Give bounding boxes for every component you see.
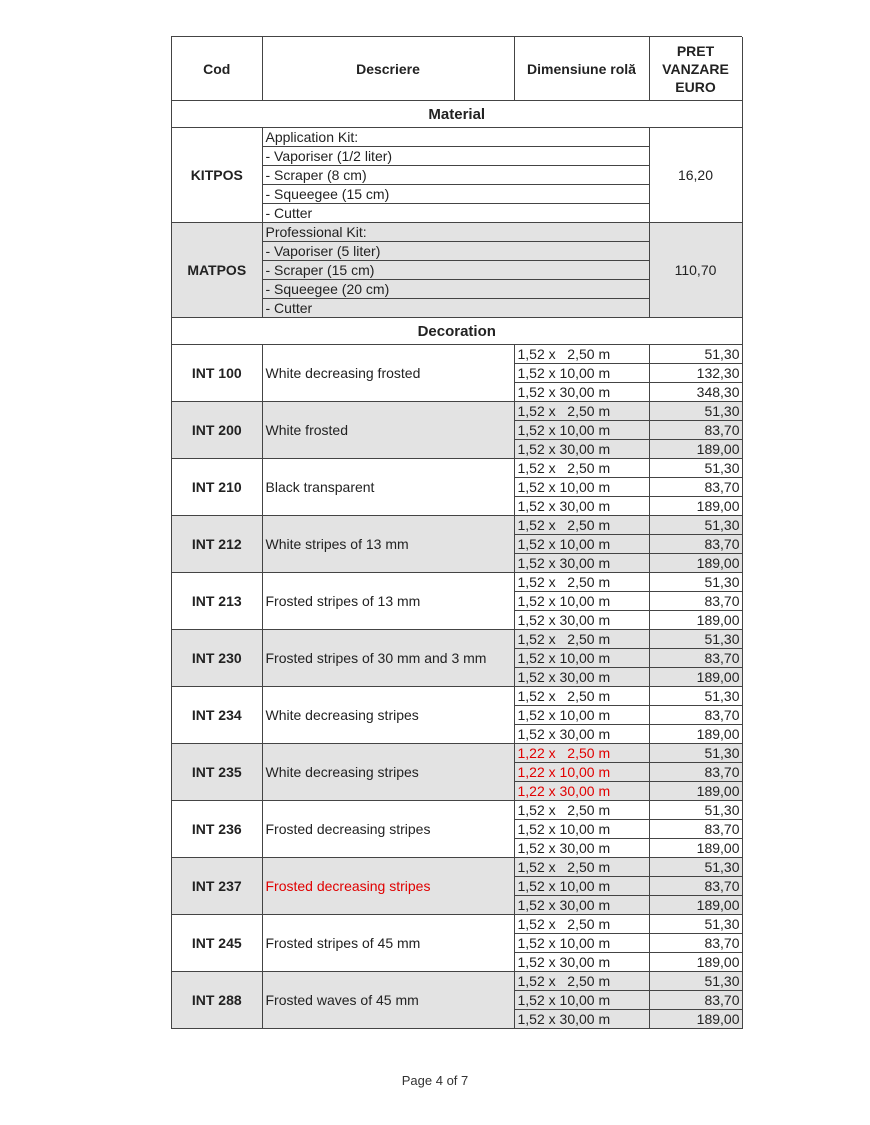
roll-dimension: 1,52 x 2,50 m bbox=[514, 345, 649, 364]
kit-item: - Cutter bbox=[262, 204, 649, 223]
product-row bbox=[172, 573, 742, 592]
roll-dimension: 1,52 x 2,50 m bbox=[514, 402, 649, 421]
roll-dimension: 1,52 x 10,00 m bbox=[514, 649, 649, 668]
product-description: Black transparent bbox=[262, 459, 514, 516]
section-row-material bbox=[172, 101, 742, 128]
product-row bbox=[172, 345, 742, 364]
roll-price: 51,30 bbox=[649, 630, 742, 649]
product-row bbox=[172, 744, 742, 763]
roll-price: 189,00 bbox=[649, 668, 742, 687]
roll-price: 51,30 bbox=[649, 972, 742, 991]
roll-dimension: 1,52 x 2,50 m bbox=[514, 972, 649, 991]
product-description: Frosted decreasing stripes bbox=[262, 858, 514, 915]
product-description: Frosted waves of 45 mm bbox=[262, 972, 514, 1029]
header-dimension: Dimensiune rolă bbox=[514, 37, 649, 101]
roll-price: 51,30 bbox=[649, 858, 742, 877]
kit-item: Professional Kit: bbox=[262, 223, 649, 242]
header-price bbox=[649, 37, 742, 101]
product-row bbox=[172, 915, 742, 934]
product-description: Frosted stripes of 45 mm bbox=[262, 915, 514, 972]
roll-price: 189,00 bbox=[649, 782, 742, 801]
product-code: INT 200 bbox=[172, 402, 262, 459]
kit-item: - Scraper (15 cm) bbox=[262, 261, 649, 280]
header-description: Descriere bbox=[262, 37, 514, 101]
kit-price: 110,70 bbox=[649, 223, 742, 318]
roll-dimension: 1,52 x 10,00 m bbox=[514, 820, 649, 839]
roll-price: 83,70 bbox=[649, 820, 742, 839]
product-description: Frosted stripes of 30 mm and 3 mm bbox=[262, 630, 514, 687]
roll-dimension: 1,52 x 10,00 m bbox=[514, 934, 649, 953]
kit-item: - Vaporiser (5 liter) bbox=[262, 242, 649, 261]
roll-price: 83,70 bbox=[649, 478, 742, 497]
roll-price: 189,00 bbox=[649, 611, 742, 630]
table-header-row bbox=[172, 37, 742, 101]
roll-dimension: 1,52 x 10,00 m bbox=[514, 364, 649, 383]
roll-dimension: 1,52 x 30,00 m bbox=[514, 839, 649, 858]
kit-item: - Squeegee (20 cm) bbox=[262, 280, 649, 299]
product-description: White decreasing stripes bbox=[262, 687, 514, 744]
roll-dimension: 1,52 x 10,00 m bbox=[514, 421, 649, 440]
roll-price: 83,70 bbox=[649, 763, 742, 782]
kit-row bbox=[172, 223, 742, 242]
roll-dimension: 1,22 x 10,00 m bbox=[514, 763, 649, 782]
roll-dimension: 1,52 x 2,50 m bbox=[514, 915, 649, 934]
product-row bbox=[172, 402, 742, 421]
roll-price: 189,00 bbox=[649, 1010, 742, 1029]
roll-price: 51,30 bbox=[649, 345, 742, 364]
kit-code: MATPOS bbox=[172, 223, 262, 318]
header-price-line1: PRET bbox=[676, 42, 715, 59]
roll-dimension: 1,22 x 30,00 m bbox=[514, 782, 649, 801]
roll-price: 51,30 bbox=[649, 402, 742, 421]
roll-price: 83,70 bbox=[649, 535, 742, 554]
roll-price: 83,70 bbox=[649, 934, 742, 953]
roll-price: 348,30 bbox=[649, 383, 742, 402]
kit-item: - Scraper (8 cm) bbox=[262, 166, 649, 185]
product-row bbox=[172, 972, 742, 991]
roll-price: 51,30 bbox=[649, 459, 742, 478]
roll-price: 51,30 bbox=[649, 801, 742, 820]
roll-dimension: 1,52 x 30,00 m bbox=[514, 383, 649, 402]
product-description: White stripes of 13 mm bbox=[262, 516, 514, 573]
roll-dimension: 1,52 x 30,00 m bbox=[514, 896, 649, 915]
product-code: INT 237 bbox=[172, 858, 262, 915]
header-price-line3: EURO bbox=[675, 78, 716, 95]
roll-dimension: 1,52 x 10,00 m bbox=[514, 991, 649, 1010]
roll-dimension: 1,52 x 30,00 m bbox=[514, 497, 649, 516]
roll-dimension: 1,52 x 2,50 m bbox=[514, 630, 649, 649]
roll-price: 189,00 bbox=[649, 896, 742, 915]
product-code: INT 230 bbox=[172, 630, 262, 687]
roll-dimension: 1,22 x 2,50 m bbox=[514, 744, 649, 763]
kit-code: KITPOS bbox=[172, 128, 262, 223]
roll-dimension: 1,52 x 30,00 m bbox=[514, 953, 649, 972]
product-row bbox=[172, 459, 742, 478]
roll-dimension: 1,52 x 30,00 m bbox=[514, 611, 649, 630]
roll-dimension: 1,52 x 10,00 m bbox=[514, 478, 649, 497]
section-row-decoration bbox=[172, 318, 742, 345]
roll-price: 83,70 bbox=[649, 421, 742, 440]
roll-price: 83,70 bbox=[649, 991, 742, 1010]
header-price-line2: VANZARE bbox=[662, 60, 729, 77]
roll-price: 83,70 bbox=[649, 706, 742, 725]
product-description: White decreasing frosted bbox=[262, 345, 514, 402]
product-code: INT 212 bbox=[172, 516, 262, 573]
roll-dimension: 1,52 x 30,00 m bbox=[514, 440, 649, 459]
roll-dimension: 1,52 x 2,50 m bbox=[514, 687, 649, 706]
roll-price: 189,00 bbox=[649, 725, 742, 744]
header-code: Cod bbox=[172, 37, 262, 101]
product-code: INT 234 bbox=[172, 687, 262, 744]
roll-dimension: 1,52 x 30,00 m bbox=[514, 554, 649, 573]
section-title-material: Material bbox=[172, 101, 742, 128]
roll-price: 51,30 bbox=[649, 516, 742, 535]
roll-price: 83,70 bbox=[649, 592, 742, 611]
product-code: INT 288 bbox=[172, 972, 262, 1029]
product-code: INT 245 bbox=[172, 915, 262, 972]
kit-price: 16,20 bbox=[649, 128, 742, 223]
product-row bbox=[172, 516, 742, 535]
roll-dimension: 1,52 x 2,50 m bbox=[514, 858, 649, 877]
roll-dimension: 1,52 x 2,50 m bbox=[514, 516, 649, 535]
roll-dimension: 1,52 x 30,00 m bbox=[514, 725, 649, 744]
roll-price: 189,00 bbox=[649, 953, 742, 972]
section-title-decoration: Decoration bbox=[172, 318, 742, 345]
product-description: White frosted bbox=[262, 402, 514, 459]
product-row bbox=[172, 858, 742, 877]
roll-dimension: 1,52 x 30,00 m bbox=[514, 668, 649, 687]
product-description: Frosted decreasing stripes bbox=[262, 801, 514, 858]
roll-price: 51,30 bbox=[649, 744, 742, 763]
roll-dimension: 1,52 x 2,50 m bbox=[514, 801, 649, 820]
roll-dimension: 1,52 x 2,50 m bbox=[514, 573, 649, 592]
roll-price: 189,00 bbox=[649, 839, 742, 858]
roll-price: 189,00 bbox=[649, 440, 742, 459]
product-row bbox=[172, 687, 742, 706]
price-table bbox=[171, 36, 742, 1029]
product-row bbox=[172, 630, 742, 649]
product-code: INT 236 bbox=[172, 801, 262, 858]
kit-item: - Vaporiser (1/2 liter) bbox=[262, 147, 649, 166]
roll-price: 132,30 bbox=[649, 364, 742, 383]
product-code: INT 210 bbox=[172, 459, 262, 516]
roll-dimension: 1,52 x 30,00 m bbox=[514, 1010, 649, 1029]
roll-price: 51,30 bbox=[649, 687, 742, 706]
kit-item: Application Kit: bbox=[262, 128, 649, 147]
roll-price: 83,70 bbox=[649, 877, 742, 896]
product-code: INT 213 bbox=[172, 573, 262, 630]
roll-dimension: 1,52 x 10,00 m bbox=[514, 592, 649, 611]
kit-item: - Cutter bbox=[262, 299, 649, 318]
roll-price: 189,00 bbox=[649, 497, 742, 516]
roll-dimension: 1,52 x 10,00 m bbox=[514, 535, 649, 554]
product-code: INT 235 bbox=[172, 744, 262, 801]
roll-dimension: 1,52 x 2,50 m bbox=[514, 459, 649, 478]
page-number: Page 4 of 7 bbox=[401, 1073, 469, 1088]
roll-price: 51,30 bbox=[649, 573, 742, 592]
roll-price: 51,30 bbox=[649, 915, 742, 934]
product-description: Frosted stripes of 13 mm bbox=[262, 573, 514, 630]
product-code: INT 100 bbox=[172, 345, 262, 402]
roll-price: 83,70 bbox=[649, 649, 742, 668]
roll-dimension: 1,52 x 10,00 m bbox=[514, 877, 649, 896]
product-row bbox=[172, 801, 742, 820]
roll-dimension: 1,52 x 10,00 m bbox=[514, 706, 649, 725]
kit-row bbox=[172, 128, 742, 147]
roll-price: 189,00 bbox=[649, 554, 742, 573]
kit-item: - Squeegee (15 cm) bbox=[262, 185, 649, 204]
product-description: White decreasing stripes bbox=[262, 744, 514, 801]
